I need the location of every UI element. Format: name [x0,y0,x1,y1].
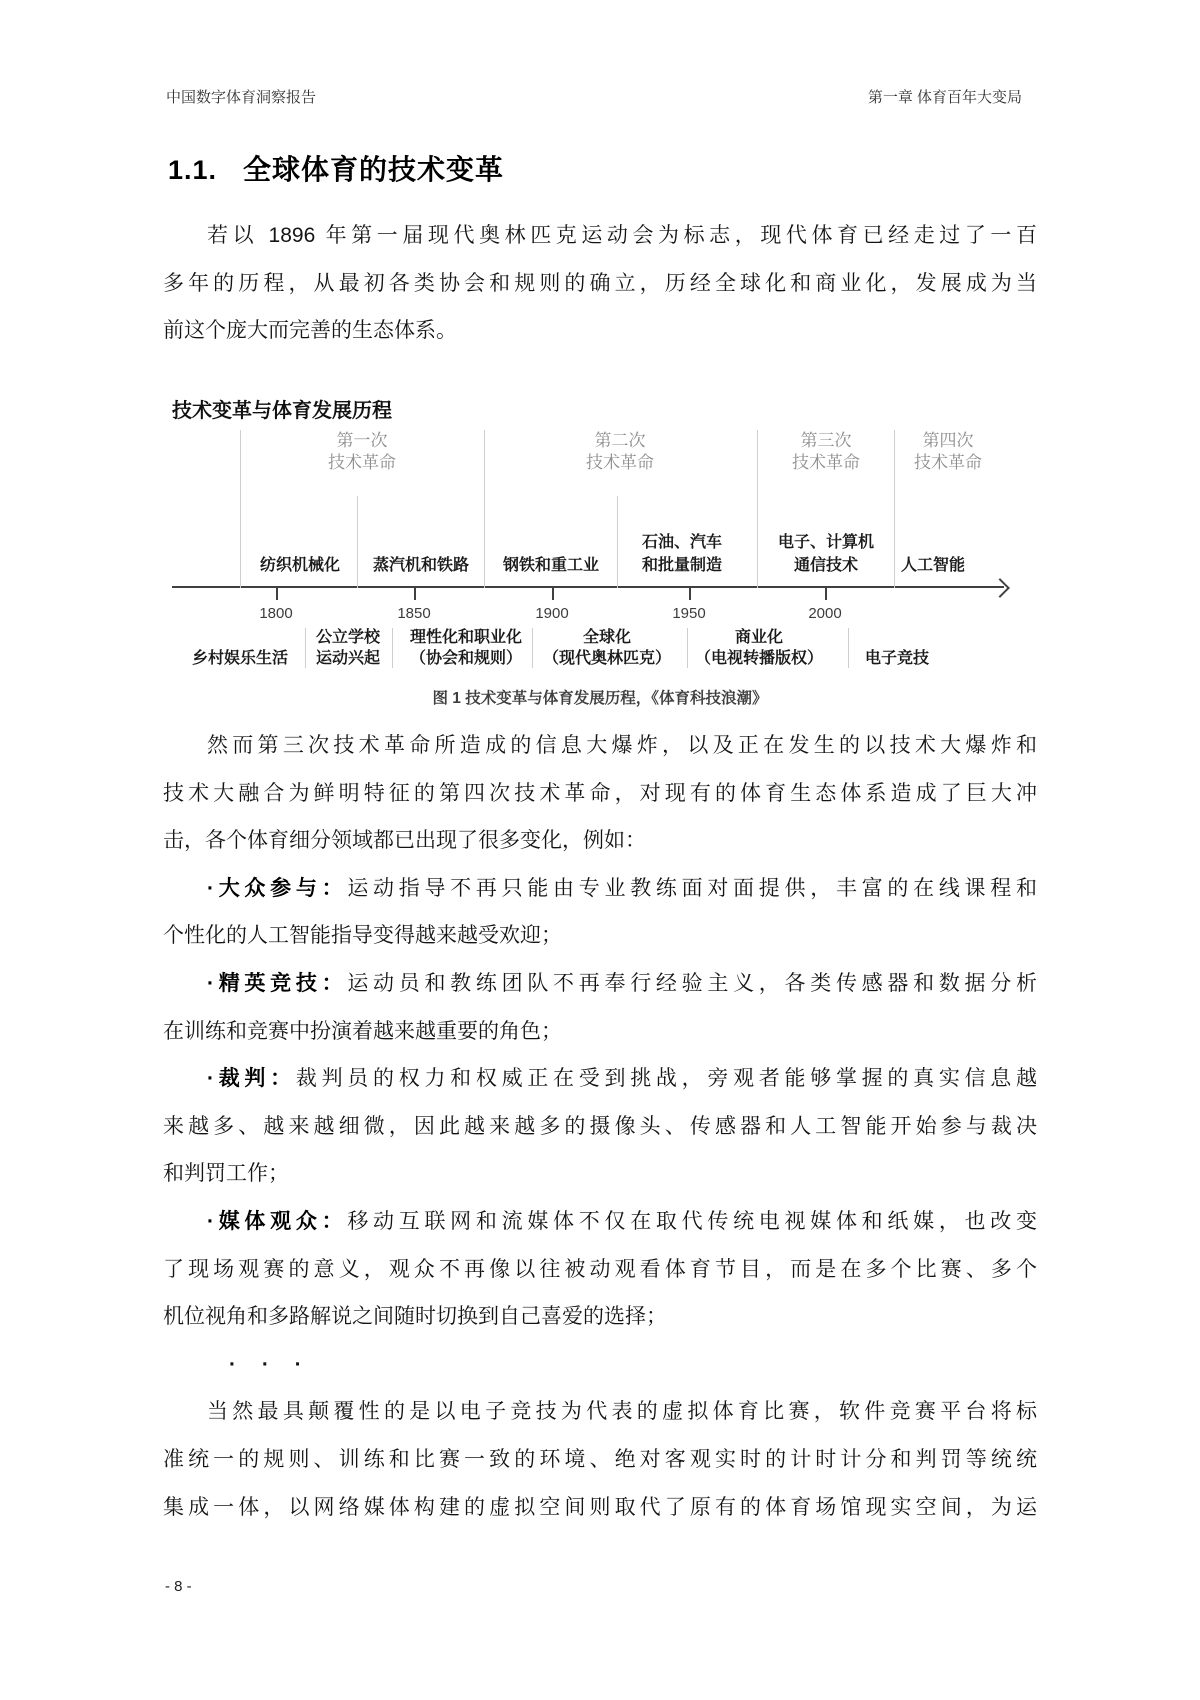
era-label: 第一次 技术革命 [328,431,396,472]
header-chapter-title: 第一章 体育百年大变局 [867,89,1022,106]
axis-tick [825,588,827,600]
text-line: ·大众参与：运动指导不再只能由专业教练面对面提供，丰富的在线课程和 [207,876,1037,900]
figure-title: 技术变革与体育发展历程 [172,400,392,422]
sport-era-label: 全球化 （现代奥林匹克） [542,629,671,667]
axis-tick [414,588,416,600]
technology-label: 蒸汽机和铁路 [372,557,469,574]
text-line: 和判罚工作； [163,1162,289,1186]
axis-tick-label: 1900 [535,605,569,622]
axis-tick [276,588,278,600]
section-title: 全球体育的技术变革 [243,154,505,185]
header-doc-title: 中国数字体育洞察报告 [166,89,317,106]
timeline-figure [160,392,1060,677]
text-line: ·精英竞技：运动员和教练团队不再奉行经验主义，各类传感器和数据分析 [207,971,1037,995]
axis-tick-label: 2000 [808,605,842,622]
text-line: 击，各个体育细分领域都已出现了很多变化，例如： [163,829,646,853]
era-label: 第三次 技术革命 [792,431,860,472]
section-number: 1.1. [168,155,218,185]
text-line: 当然最具颠覆性的是以电子竞技为代表的虚拟体育比赛，软件竞赛平台将标 [207,1400,1037,1424]
technology-label: 人工智能 [900,557,965,574]
sport-era-label: 理性化和职业化 （协会和规则） [409,629,522,667]
text-line: 来越多、越来越细微，因此越来越多的摄像头、传感器和人工智能开始参与裁决 [163,1114,1037,1138]
era-label: 第四次 技术革命 [914,431,982,472]
sport-era-label: 公立学校 运动兴起 [315,629,380,667]
text-line: 前这个庞大而完善的生态体系。 [163,319,457,343]
technology-label: 钢铁和重工业 [502,557,599,574]
text-line: 在训练和竞赛中扮演着越来越重要的角色； [163,1019,562,1043]
intro-paragraph [163,212,1037,355]
text-line: ·裁判：裁判员的权力和权威正在受到挑战，旁观者能够掌握的真实信息越 [207,1067,1037,1091]
bullet-term: ·大众参与： [207,876,348,900]
page-number: - 8 - [165,1578,192,1595]
bullet-term: ·精英竞技： [207,971,348,995]
sport-era-label: 商业化 （电视转播版权） [694,629,823,667]
timeline-arrow-icon [990,578,1010,598]
technology-label: 电子、计算机 通信技术 [777,534,874,574]
axis-tick-label: 1800 [259,605,293,622]
axis-tick [689,588,691,600]
figure-caption: 图 1 技术变革与体育发展历程，《体育科技浪潮》 [432,690,768,707]
axis-tick-label: 1950 [672,605,706,622]
text-line: 个性化的人工智能指导变得越来越受欢迎； [163,924,562,948]
axis-tick-label: 1850 [397,605,431,622]
technology-label: 石油、汽车 和批量制造 [641,534,722,574]
timeline-axis [172,586,1004,588]
bullet-term: ·裁判： [207,1067,296,1091]
text-line: 技术大融合为鲜明特征的第四次技术革命，对现有的体育生态体系造成了巨大冲 [163,781,1037,805]
technology-label: 纺织机械化 [259,557,340,574]
sport-era-label: 电子竞技 [864,650,929,667]
text-line: 集成一体，以网络媒体构建的虚拟空间则取代了原有的体育场馆现实空间，为运 [163,1495,1037,1519]
text-line: 机位视角和多路解说之间随时切换到自己喜爱的选择； [163,1305,667,1329]
text-line: 了现场观赛的意义，观众不再像以往被动观看体育节目，而是在多个比赛、多个 [163,1257,1037,1281]
text-line: 准统一的规则、训练和比赛一致的环境、绝对客观实时的计时计分和判罚等统统 [163,1447,1037,1471]
text-line: 然而第三次技术革命所造成的信息大爆炸，以及正在发生的以技术大爆炸和 [207,734,1037,757]
axis-tick [552,588,554,600]
text-line: 若以 1896 年第一届现代奥林匹克运动会为标志，现代体育已经走过了一百 [207,224,1037,247]
sport-era-label: 乡村娱乐生活 [191,650,288,667]
text-line: 多年的历程，从最初各类协会和规则的确立，历经全球化和商业化，发展成为当 [163,271,1037,295]
section-heading [168,148,504,188]
era-label: 第二次 技术革命 [586,431,654,472]
text-line: ·媒体观众：移动互联网和流媒体不仅在取代传统电视媒体和纸媒，也改变 [207,1209,1037,1233]
body-text [163,722,1037,1531]
bullet-term: ·媒体观众： [207,1209,348,1233]
ellipsis-line: · · · [229,1352,304,1376]
